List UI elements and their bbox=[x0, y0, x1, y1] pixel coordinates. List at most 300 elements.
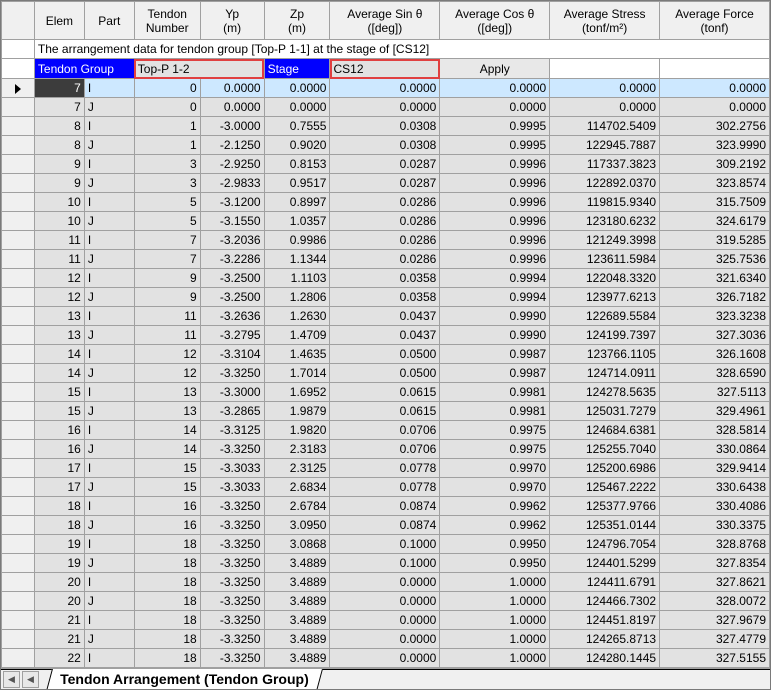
cell-zp[interactable]: 3.4889 bbox=[264, 573, 330, 592]
cell-avg-cos[interactable]: 0.9990 bbox=[440, 326, 550, 345]
cell-zp[interactable]: 0.0000 bbox=[264, 98, 330, 117]
cell-avg-force[interactable]: 328.5814 bbox=[660, 421, 770, 440]
cell-zp[interactable]: 2.3183 bbox=[264, 440, 330, 459]
cell-avg-sin[interactable]: 0.0706 bbox=[330, 421, 440, 440]
cell-zp[interactable]: 3.4889 bbox=[264, 611, 330, 630]
cell-avg-sin[interactable]: 0.0286 bbox=[330, 250, 440, 269]
table-row[interactable] bbox=[2, 535, 770, 554]
table-row[interactable] bbox=[2, 326, 770, 345]
cell-part[interactable]: I bbox=[84, 421, 134, 440]
cell-avg-stress[interactable]: 125200.6986 bbox=[550, 459, 660, 478]
row-header[interactable] bbox=[2, 345, 35, 364]
cell-zp[interactable]: 0.8153 bbox=[264, 155, 330, 174]
cell-avg-force[interactable]: 330.6438 bbox=[660, 478, 770, 497]
cell-avg-force[interactable]: 330.0864 bbox=[660, 440, 770, 459]
cell-part[interactable]: I bbox=[84, 459, 134, 478]
cell-yp[interactable]: -3.2636 bbox=[200, 307, 264, 326]
cell-avg-cos[interactable]: 0.9996 bbox=[440, 155, 550, 174]
cell-part[interactable]: J bbox=[84, 98, 134, 117]
cell-part[interactable]: I bbox=[84, 231, 134, 250]
row-header[interactable] bbox=[2, 136, 35, 155]
row-header[interactable] bbox=[2, 402, 35, 421]
cell-yp[interactable]: -3.3104 bbox=[200, 345, 264, 364]
cell-tendon-number[interactable]: 14 bbox=[134, 421, 200, 440]
header-tendon-number[interactable]: Tendon Number bbox=[134, 2, 200, 40]
cell-avg-cos[interactable]: 0.0000 bbox=[440, 98, 550, 117]
cell-zp[interactable]: 2.6834 bbox=[264, 478, 330, 497]
cell-tendon-number[interactable]: 7 bbox=[134, 250, 200, 269]
cell-avg-stress[interactable]: 124401.5299 bbox=[550, 554, 660, 573]
corner-cell[interactable] bbox=[2, 2, 35, 40]
cell-avg-cos[interactable]: 0.9996 bbox=[440, 212, 550, 231]
table-row[interactable] bbox=[2, 345, 770, 364]
cell-avg-sin[interactable]: 0.0874 bbox=[330, 497, 440, 516]
cell-avg-stress[interactable]: 125255.7040 bbox=[550, 440, 660, 459]
cell-part[interactable]: I bbox=[84, 307, 134, 326]
cell-zp[interactable]: 2.6784 bbox=[264, 497, 330, 516]
cell-elem[interactable]: 18 bbox=[34, 497, 84, 516]
row-header[interactable] bbox=[2, 98, 35, 117]
cell-tendon-number[interactable]: 18 bbox=[134, 592, 200, 611]
apply-button[interactable]: Apply bbox=[440, 59, 550, 79]
row-header[interactable] bbox=[2, 269, 35, 288]
table-row[interactable] bbox=[2, 288, 770, 307]
table-row[interactable] bbox=[2, 174, 770, 193]
cell-elem[interactable]: 18 bbox=[34, 516, 84, 535]
cell-avg-stress[interactable]: 125351.0144 bbox=[550, 516, 660, 535]
cell-avg-cos[interactable]: 0.9962 bbox=[440, 516, 550, 535]
cell-zp[interactable]: 3.0950 bbox=[264, 516, 330, 535]
table-row[interactable] bbox=[2, 193, 770, 212]
cell-avg-cos[interactable]: 0.9996 bbox=[440, 193, 550, 212]
cell-avg-sin[interactable]: 0.0286 bbox=[330, 231, 440, 250]
table-row[interactable] bbox=[2, 649, 770, 668]
cell-avg-force[interactable]: 323.9990 bbox=[660, 136, 770, 155]
cell-part[interactable]: J bbox=[84, 478, 134, 497]
cell-tendon-number[interactable]: 5 bbox=[134, 193, 200, 212]
cell-avg-force[interactable]: 329.4961 bbox=[660, 402, 770, 421]
cell-avg-cos[interactable]: 0.9970 bbox=[440, 459, 550, 478]
row-header[interactable] bbox=[2, 478, 35, 497]
cell-yp[interactable]: -3.3250 bbox=[200, 611, 264, 630]
cell-avg-cos[interactable]: 1.0000 bbox=[440, 573, 550, 592]
cell-elem[interactable]: 16 bbox=[34, 421, 84, 440]
cell-zp[interactable]: 3.4889 bbox=[264, 554, 330, 573]
table-row[interactable] bbox=[2, 402, 770, 421]
row-header[interactable] bbox=[2, 231, 35, 250]
cell-avg-force[interactable]: 330.3375 bbox=[660, 516, 770, 535]
header-zp[interactable]: Zp (m) bbox=[264, 2, 330, 40]
table-row[interactable] bbox=[2, 421, 770, 440]
cell-avg-cos[interactable]: 0.9995 bbox=[440, 136, 550, 155]
cell-avg-sin[interactable]: 0.0308 bbox=[330, 117, 440, 136]
cell-zp[interactable]: 3.4889 bbox=[264, 649, 330, 668]
cell-avg-sin[interactable]: 0.0000 bbox=[330, 573, 440, 592]
cell-tendon-number[interactable]: 18 bbox=[134, 630, 200, 649]
row-header[interactable] bbox=[2, 421, 35, 440]
cell-tendon-number[interactable]: 14 bbox=[134, 440, 200, 459]
cell-zp[interactable]: 0.7555 bbox=[264, 117, 330, 136]
row-header[interactable] bbox=[2, 573, 35, 592]
cell-elem[interactable]: 11 bbox=[34, 250, 84, 269]
cell-yp[interactable]: 0.0000 bbox=[200, 98, 264, 117]
cell-avg-cos[interactable]: 0.9994 bbox=[440, 288, 550, 307]
header-avg-stress[interactable]: Average Stress (tonf/m²) bbox=[550, 2, 660, 40]
cell-avg-force[interactable]: 321.6340 bbox=[660, 269, 770, 288]
cell-yp[interactable]: -3.2865 bbox=[200, 402, 264, 421]
cell-zp[interactable]: 1.6952 bbox=[264, 383, 330, 402]
cell-yp[interactable]: -3.1200 bbox=[200, 193, 264, 212]
cell-yp[interactable]: -3.1550 bbox=[200, 212, 264, 231]
cell-avg-cos[interactable]: 0.9950 bbox=[440, 535, 550, 554]
cell-yp[interactable]: -2.1250 bbox=[200, 136, 264, 155]
cell-avg-sin[interactable]: 0.0615 bbox=[330, 402, 440, 421]
cell-avg-cos[interactable]: 0.9962 bbox=[440, 497, 550, 516]
cell-avg-force[interactable]: 327.4779 bbox=[660, 630, 770, 649]
cell-yp[interactable]: -2.9833 bbox=[200, 174, 264, 193]
row-header[interactable] bbox=[2, 326, 35, 345]
cell-avg-sin[interactable]: 0.0500 bbox=[330, 345, 440, 364]
cell-avg-force[interactable]: 328.0072 bbox=[660, 592, 770, 611]
cell-avg-force[interactable]: 330.4086 bbox=[660, 497, 770, 516]
table-row[interactable] bbox=[2, 554, 770, 573]
row-header[interactable] bbox=[2, 250, 35, 269]
cell-tendon-number[interactable]: 3 bbox=[134, 155, 200, 174]
header-avg-force[interactable]: Average Force (tonf) bbox=[660, 2, 770, 40]
header-avg-cos[interactable]: Average Cos θ ([deg]) bbox=[440, 2, 550, 40]
cell-elem[interactable]: 15 bbox=[34, 402, 84, 421]
table-row[interactable] bbox=[2, 383, 770, 402]
cell-part[interactable]: J bbox=[84, 630, 134, 649]
cell-tendon-number[interactable]: 12 bbox=[134, 364, 200, 383]
table-row[interactable] bbox=[2, 250, 770, 269]
cell-avg-cos[interactable]: 0.9975 bbox=[440, 440, 550, 459]
cell-avg-force[interactable]: 329.9414 bbox=[660, 459, 770, 478]
cell-tendon-number[interactable]: 9 bbox=[134, 288, 200, 307]
cell-avg-force[interactable]: 326.1608 bbox=[660, 345, 770, 364]
table-row[interactable] bbox=[2, 573, 770, 592]
cell-yp[interactable]: -3.3000 bbox=[200, 383, 264, 402]
row-header[interactable] bbox=[2, 364, 35, 383]
row-header[interactable] bbox=[2, 554, 35, 573]
cell-elem[interactable]: 9 bbox=[34, 174, 84, 193]
cell-elem[interactable]: 10 bbox=[34, 193, 84, 212]
cell-elem[interactable]: 13 bbox=[34, 326, 84, 345]
cell-avg-sin[interactable]: 0.0437 bbox=[330, 307, 440, 326]
cell-tendon-number[interactable]: 18 bbox=[134, 554, 200, 573]
cell-avg-stress[interactable]: 125467.2222 bbox=[550, 478, 660, 497]
cell-elem[interactable]: 16 bbox=[34, 440, 84, 459]
cell-avg-stress[interactable]: 0.0000 bbox=[550, 79, 660, 98]
cell-part[interactable]: J bbox=[84, 554, 134, 573]
cell-avg-stress[interactable]: 125377.9766 bbox=[550, 497, 660, 516]
row-header[interactable] bbox=[2, 649, 35, 668]
cell-part[interactable]: I bbox=[84, 269, 134, 288]
tendon-group-select[interactable]: Top-P 1-2 bbox=[134, 59, 264, 79]
cell-elem[interactable]: 20 bbox=[34, 592, 84, 611]
cell-yp[interactable]: -3.3250 bbox=[200, 535, 264, 554]
cell-avg-cos[interactable]: 0.9950 bbox=[440, 554, 550, 573]
cell-avg-stress[interactable]: 124684.6381 bbox=[550, 421, 660, 440]
cell-yp[interactable]: -3.3250 bbox=[200, 630, 264, 649]
cell-yp[interactable]: -3.0000 bbox=[200, 117, 264, 136]
cell-yp[interactable]: -3.3250 bbox=[200, 364, 264, 383]
cell-avg-stress[interactable]: 123977.6213 bbox=[550, 288, 660, 307]
cell-yp[interactable]: -3.3250 bbox=[200, 573, 264, 592]
cell-elem[interactable]: 14 bbox=[34, 364, 84, 383]
cell-part[interactable]: I bbox=[84, 611, 134, 630]
cell-zp[interactable]: 3.4889 bbox=[264, 592, 330, 611]
row-header[interactable] bbox=[2, 79, 35, 98]
cell-zp[interactable]: 3.0868 bbox=[264, 535, 330, 554]
cell-part[interactable]: I bbox=[84, 573, 134, 592]
cell-elem[interactable]: 21 bbox=[34, 611, 84, 630]
cell-tendon-number[interactable]: 1 bbox=[134, 117, 200, 136]
row-header[interactable] bbox=[2, 535, 35, 554]
cell-avg-force[interactable]: 324.6179 bbox=[660, 212, 770, 231]
cell-part[interactable]: I bbox=[84, 117, 134, 136]
cell-yp[interactable]: -3.3033 bbox=[200, 459, 264, 478]
cell-elem[interactable]: 8 bbox=[34, 117, 84, 136]
cell-tendon-number[interactable]: 18 bbox=[134, 573, 200, 592]
cell-elem[interactable]: 22 bbox=[34, 649, 84, 668]
cell-avg-sin[interactable]: 0.0500 bbox=[330, 364, 440, 383]
cell-elem[interactable]: 14 bbox=[34, 345, 84, 364]
table-row[interactable] bbox=[2, 136, 770, 155]
cell-yp[interactable]: -3.3250 bbox=[200, 497, 264, 516]
row-header[interactable] bbox=[2, 212, 35, 231]
cell-yp[interactable]: -3.3250 bbox=[200, 649, 264, 668]
cell-avg-sin[interactable]: 0.0358 bbox=[330, 269, 440, 288]
row-header[interactable] bbox=[2, 497, 35, 516]
cell-part[interactable]: I bbox=[84, 383, 134, 402]
cell-part[interactable]: J bbox=[84, 402, 134, 421]
table-row[interactable] bbox=[2, 364, 770, 383]
table-row[interactable] bbox=[2, 307, 770, 326]
cell-elem[interactable]: 9 bbox=[34, 155, 84, 174]
cell-elem[interactable]: 12 bbox=[34, 288, 84, 307]
table-row[interactable] bbox=[2, 269, 770, 288]
cell-elem[interactable]: 20 bbox=[34, 573, 84, 592]
stage-select[interactable]: CS12 bbox=[330, 59, 440, 79]
cell-zp[interactable]: 1.2630 bbox=[264, 307, 330, 326]
cell-part[interactable]: J bbox=[84, 174, 134, 193]
cell-part[interactable]: J bbox=[84, 326, 134, 345]
cell-avg-force[interactable]: 327.9679 bbox=[660, 611, 770, 630]
table-row[interactable] bbox=[2, 440, 770, 459]
cell-avg-force[interactable]: 327.3036 bbox=[660, 326, 770, 345]
cell-zp[interactable]: 1.4709 bbox=[264, 326, 330, 345]
cell-tendon-number[interactable]: 18 bbox=[134, 611, 200, 630]
table-row[interactable] bbox=[2, 212, 770, 231]
cell-avg-sin[interactable]: 0.0615 bbox=[330, 383, 440, 402]
cell-avg-stress[interactable]: 124466.7302 bbox=[550, 592, 660, 611]
cell-avg-sin[interactable]: 0.0706 bbox=[330, 440, 440, 459]
cell-elem[interactable]: 8 bbox=[34, 136, 84, 155]
cell-avg-force[interactable]: 328.6590 bbox=[660, 364, 770, 383]
row-header[interactable] bbox=[2, 117, 35, 136]
cell-elem[interactable]: 13 bbox=[34, 307, 84, 326]
cell-avg-stress[interactable]: 121249.3998 bbox=[550, 231, 660, 250]
cell-avg-cos[interactable]: 0.0000 bbox=[440, 79, 550, 98]
cell-avg-sin[interactable]: 0.0000 bbox=[330, 630, 440, 649]
cell-avg-cos[interactable]: 1.0000 bbox=[440, 630, 550, 649]
cell-yp[interactable]: -3.2500 bbox=[200, 269, 264, 288]
cell-avg-sin[interactable]: 0.0358 bbox=[330, 288, 440, 307]
cell-elem[interactable]: 19 bbox=[34, 554, 84, 573]
cell-avg-sin[interactable]: 0.0000 bbox=[330, 649, 440, 668]
cell-tendon-number[interactable]: 0 bbox=[134, 98, 200, 117]
cell-avg-force[interactable]: 327.8354 bbox=[660, 554, 770, 573]
prev-arrow-icon[interactable]: ◀ bbox=[22, 671, 39, 688]
cell-yp[interactable]: -3.2795 bbox=[200, 326, 264, 345]
cell-zp[interactable]: 1.2806 bbox=[264, 288, 330, 307]
cell-avg-sin[interactable]: 0.0778 bbox=[330, 459, 440, 478]
cell-avg-stress[interactable]: 122945.7887 bbox=[550, 136, 660, 155]
cell-avg-sin[interactable]: 0.0000 bbox=[330, 98, 440, 117]
cell-avg-force[interactable]: 323.8574 bbox=[660, 174, 770, 193]
row-header[interactable] bbox=[2, 611, 35, 630]
cell-tendon-number[interactable]: 18 bbox=[134, 535, 200, 554]
cell-avg-cos[interactable]: 1.0000 bbox=[440, 592, 550, 611]
cell-avg-force[interactable]: 326.7182 bbox=[660, 288, 770, 307]
cell-tendon-number[interactable]: 11 bbox=[134, 307, 200, 326]
cell-avg-force[interactable]: 328.8768 bbox=[660, 535, 770, 554]
cell-avg-cos[interactable]: 0.9987 bbox=[440, 345, 550, 364]
cell-yp[interactable]: -3.3033 bbox=[200, 478, 264, 497]
cell-avg-stress[interactable]: 124199.7397 bbox=[550, 326, 660, 345]
cell-avg-stress[interactable]: 124714.0911 bbox=[550, 364, 660, 383]
cell-avg-cos[interactable]: 0.9975 bbox=[440, 421, 550, 440]
cell-tendon-number[interactable]: 16 bbox=[134, 516, 200, 535]
cell-avg-stress[interactable]: 124796.7054 bbox=[550, 535, 660, 554]
cell-avg-sin[interactable]: 0.0437 bbox=[330, 326, 440, 345]
cell-part[interactable]: I bbox=[84, 497, 134, 516]
table-row[interactable] bbox=[2, 231, 770, 250]
row-header[interactable] bbox=[2, 155, 35, 174]
cell-zp[interactable]: 0.9517 bbox=[264, 174, 330, 193]
row-header[interactable] bbox=[2, 174, 35, 193]
table-row[interactable] bbox=[2, 459, 770, 478]
cell-zp[interactable]: 0.9986 bbox=[264, 231, 330, 250]
cell-avg-stress[interactable]: 122048.3320 bbox=[550, 269, 660, 288]
first-arrow-icon[interactable]: ◀ bbox=[3, 671, 20, 688]
cell-zp[interactable]: 0.9020 bbox=[264, 136, 330, 155]
cell-avg-force[interactable]: 302.2756 bbox=[660, 117, 770, 136]
cell-yp[interactable]: 0.0000 bbox=[200, 79, 264, 98]
cell-part[interactable]: J bbox=[84, 364, 134, 383]
cell-zp[interactable]: 1.9820 bbox=[264, 421, 330, 440]
cell-elem[interactable]: 7 bbox=[34, 79, 84, 98]
cell-yp[interactable]: -3.3250 bbox=[200, 516, 264, 535]
cell-elem[interactable]: 21 bbox=[34, 630, 84, 649]
cell-avg-force[interactable]: 325.7536 bbox=[660, 250, 770, 269]
cell-avg-stress[interactable]: 123766.1105 bbox=[550, 345, 660, 364]
cell-avg-stress[interactable]: 124265.8713 bbox=[550, 630, 660, 649]
table-row[interactable] bbox=[2, 516, 770, 535]
cell-tendon-number[interactable]: 13 bbox=[134, 402, 200, 421]
cell-elem[interactable]: 17 bbox=[34, 459, 84, 478]
cell-tendon-number[interactable]: 13 bbox=[134, 383, 200, 402]
cell-part[interactable]: I bbox=[84, 79, 134, 98]
cell-part[interactable]: I bbox=[84, 535, 134, 554]
cell-avg-sin[interactable]: 0.0874 bbox=[330, 516, 440, 535]
cell-tendon-number[interactable]: 12 bbox=[134, 345, 200, 364]
cell-avg-stress[interactable]: 123180.6232 bbox=[550, 212, 660, 231]
cell-elem[interactable]: 15 bbox=[34, 383, 84, 402]
cell-zp[interactable]: 1.1103 bbox=[264, 269, 330, 288]
cell-zp[interactable]: 0.8997 bbox=[264, 193, 330, 212]
table-row[interactable] bbox=[2, 592, 770, 611]
header-yp[interactable]: Yp (m) bbox=[200, 2, 264, 40]
cell-tendon-number[interactable]: 7 bbox=[134, 231, 200, 250]
cell-avg-sin[interactable]: 0.0308 bbox=[330, 136, 440, 155]
row-header[interactable] bbox=[2, 383, 35, 402]
row-header[interactable] bbox=[2, 59, 35, 79]
cell-yp[interactable]: -2.9250 bbox=[200, 155, 264, 174]
cell-avg-stress[interactable]: 122689.5584 bbox=[550, 307, 660, 326]
row-header[interactable] bbox=[2, 630, 35, 649]
cell-avg-cos[interactable]: 0.9970 bbox=[440, 478, 550, 497]
row-header[interactable] bbox=[2, 307, 35, 326]
row-header[interactable] bbox=[2, 288, 35, 307]
cell-avg-stress[interactable]: 125031.7279 bbox=[550, 402, 660, 421]
cell-avg-sin[interactable]: 0.0287 bbox=[330, 155, 440, 174]
cell-zp[interactable]: 1.7014 bbox=[264, 364, 330, 383]
cell-avg-cos[interactable]: 0.9981 bbox=[440, 402, 550, 421]
cell-avg-sin[interactable]: 0.1000 bbox=[330, 554, 440, 573]
cell-avg-force[interactable]: 323.3238 bbox=[660, 307, 770, 326]
cell-tendon-number[interactable]: 0 bbox=[134, 79, 200, 98]
cell-zp[interactable]: 1.1344 bbox=[264, 250, 330, 269]
cell-tendon-number[interactable]: 15 bbox=[134, 459, 200, 478]
cell-elem[interactable]: 11 bbox=[34, 231, 84, 250]
table-row[interactable] bbox=[2, 497, 770, 516]
cell-yp[interactable]: -3.3250 bbox=[200, 440, 264, 459]
cell-avg-stress[interactable]: 124280.1445 bbox=[550, 649, 660, 668]
cell-avg-force[interactable]: 327.5113 bbox=[660, 383, 770, 402]
table-row[interactable] bbox=[2, 117, 770, 136]
cell-yp[interactable]: -3.3125 bbox=[200, 421, 264, 440]
cell-tendon-number[interactable]: 3 bbox=[134, 174, 200, 193]
cell-part[interactable]: J bbox=[84, 288, 134, 307]
cell-part[interactable]: J bbox=[84, 592, 134, 611]
cell-avg-cos[interactable]: 0.9996 bbox=[440, 231, 550, 250]
cell-elem[interactable]: 12 bbox=[34, 269, 84, 288]
cell-elem[interactable]: 10 bbox=[34, 212, 84, 231]
cell-avg-cos[interactable]: 0.9995 bbox=[440, 117, 550, 136]
cell-avg-cos[interactable]: 0.9996 bbox=[440, 250, 550, 269]
cell-tendon-number[interactable]: 1 bbox=[134, 136, 200, 155]
cell-avg-stress[interactable]: 122892.0370 bbox=[550, 174, 660, 193]
cell-avg-sin[interactable]: 0.0000 bbox=[330, 611, 440, 630]
row-header[interactable] bbox=[2, 459, 35, 478]
tab-tendon-arrangement[interactable]: Tendon Arrangement (Tendon Group) bbox=[46, 669, 323, 690]
cell-avg-cos[interactable]: 0.9990 bbox=[440, 307, 550, 326]
cell-avg-cos[interactable]: 0.9994 bbox=[440, 269, 550, 288]
cell-zp[interactable]: 1.9879 bbox=[264, 402, 330, 421]
header-part[interactable]: Part bbox=[84, 2, 134, 40]
cell-avg-force[interactable]: 0.0000 bbox=[660, 98, 770, 117]
cell-elem[interactable]: 17 bbox=[34, 478, 84, 497]
cell-part[interactable]: J bbox=[84, 516, 134, 535]
cell-tendon-number[interactable]: 9 bbox=[134, 269, 200, 288]
cell-part[interactable]: I bbox=[84, 155, 134, 174]
cell-avg-force[interactable]: 309.2192 bbox=[660, 155, 770, 174]
row-header[interactable] bbox=[2, 193, 35, 212]
cell-part[interactable]: I bbox=[84, 193, 134, 212]
cell-part[interactable]: J bbox=[84, 250, 134, 269]
